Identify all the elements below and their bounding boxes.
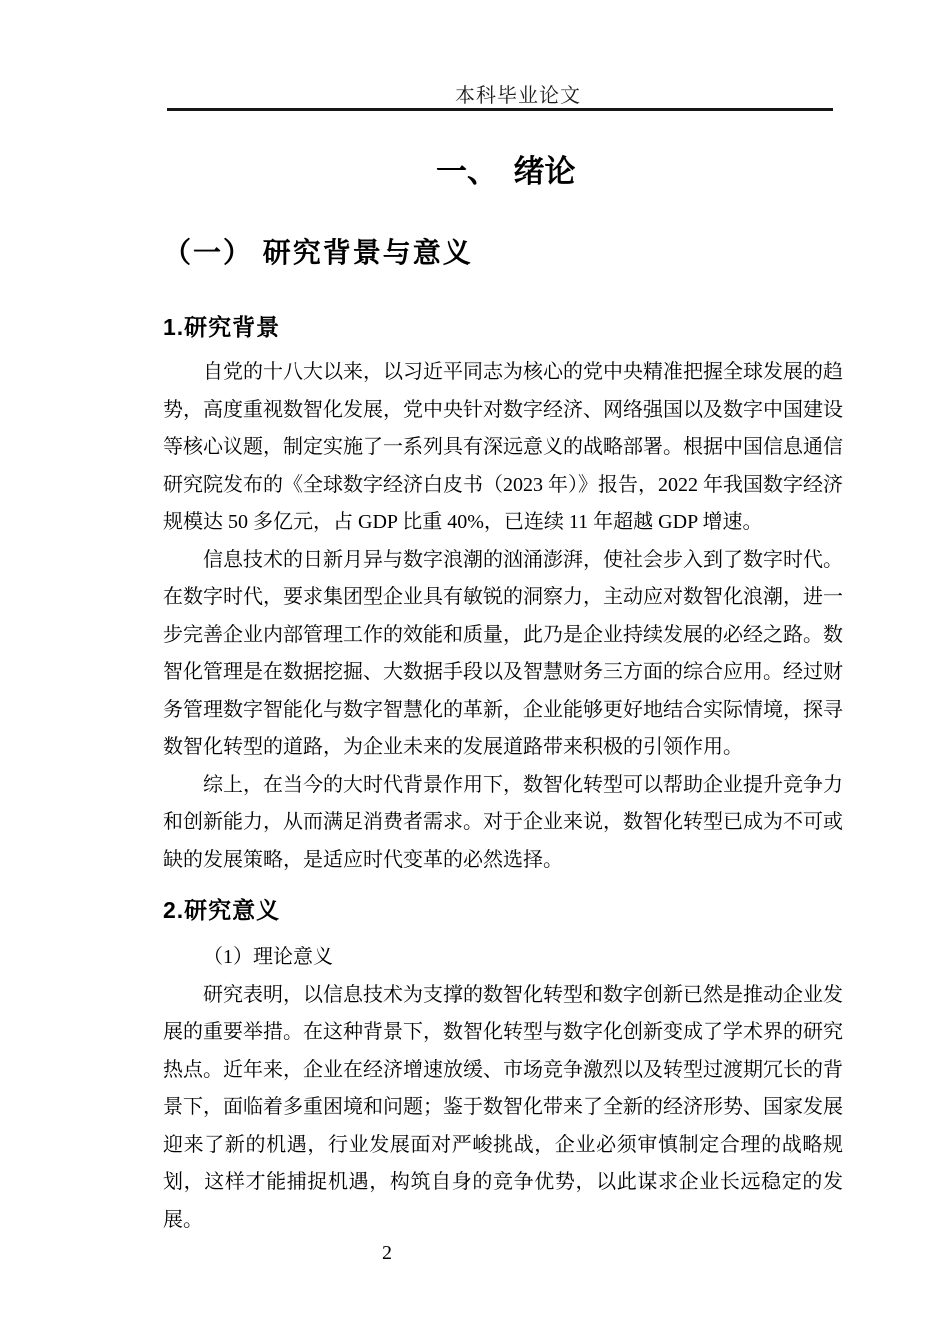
section-heading: （一） 研究背景与意义	[163, 237, 473, 268]
page-number: 2	[382, 1242, 392, 1264]
paragraph: 信息技术的日新月异与数字浪潮的汹涌澎湃，使社会步入到了数字时代。在数字时代，要求集团型企业具有敏锐的洞察力，主动应对数智化浪潮，进一步完善企业内部管理工作的效能和质量，此乃是企业持续发展的必经之路。数智化管理是在数据挖掘、大数据手段以及智慧财务三方面的综合应用。经过财务管理数字智能化与数字智慧化的革新，企业能够更好地结合实际情境，探寻数智化转型的道路，为企业未来的发展道路带来积极的引领作用。	[163, 548, 843, 758]
list-item-theoretical-significance: （1）理论意义	[203, 946, 333, 968]
chapter-title: 一、 绪论	[436, 154, 576, 189]
subsection-heading-research-significance: 2.研究意义	[163, 897, 281, 923]
paragraph: 自党的十八大以来，以习近平同志为核心的党中央精准把握全球发展的趋势，高度重视数智化发展，党中央针对数字经济、网络强国以及数字中国建设等核心议题，制定实施了一系列具有深远意义的战略部署。根据中国信息通信研究院发布的《全球数字经济白皮书（2023 年）》报告，2022 年我国数字经济规模达 50 多亿元，占 GDP 比重 40%，已连续 11 年超越 GDP 增速。	[163, 361, 843, 533]
subsection-heading-research-background: 1.研究背景	[163, 314, 281, 340]
running-head-title: 本科毕业论文	[455, 85, 581, 107]
paragraph: 研究表明，以信息技术为支撑的数智化转型和数字创新已然是推动企业发展的重要举措。在这种背景下，数智化转型与数字化创新变成了学术界的研究热点。近年来，企业在经济增速放缓、市场竞争激烈以及转型过渡期冗长的背景下，面临着多重困境和问题；鉴于数智化带来了全新的经济形势、国家发展迎来了新的机遇，行业发展面对严峻挑战，企业必须审慎制定合理的战略规划，这样才能捕捉机遇，构筑自身的竞争优势，以此谋求企业长远稳定的发展。	[163, 983, 843, 1231]
body-text-research-significance	[163, 939, 843, 1239]
header-divider-line	[167, 108, 833, 111]
paragraph: 综上，在当今的大时代背景作用下，数智化转型可以帮助企业提升竞争力和创新能力，从而满足消费者需求。对于企业来说，数智化转型已成为不可或缺的发展策略，是适应时代变革的必然选择。	[163, 773, 843, 871]
body-text-research-background	[163, 354, 843, 879]
